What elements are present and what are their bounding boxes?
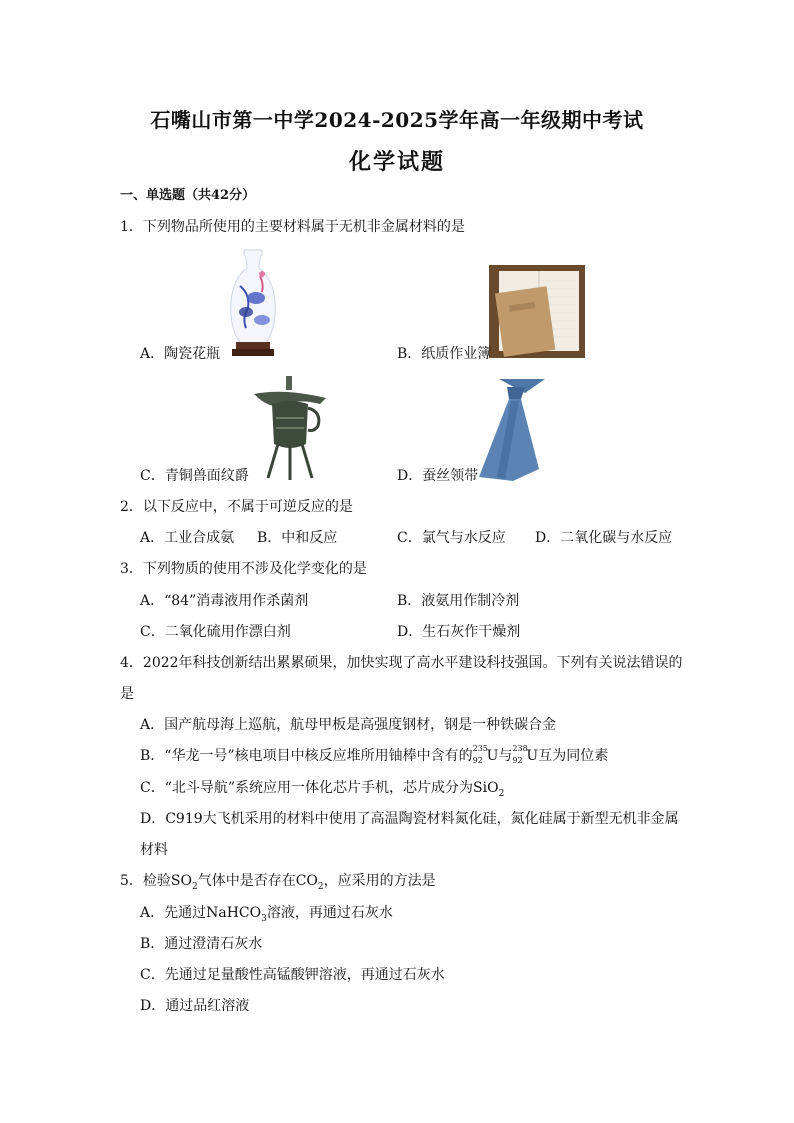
exam-subtitle: 化学试题 — [348, 149, 445, 175]
q4-option-b: B．“华龙一号”核电项目中核反应堆所用铀棒中含有的 235 92 U与 238 92 U互为同位素 — [140, 744, 609, 765]
q2-option-a: A．工业合成氨 — [140, 530, 235, 546]
q2-option-d: D．二氧化碳与水反应 — [535, 530, 673, 546]
isotope-u238: 238 92 — [512, 744, 528, 765]
paper-notebook-image — [489, 265, 585, 358]
q4-option-d-line2: 材料 — [140, 842, 168, 858]
q4-option-d-line1: D．C919大飞机采用的材料中使用了高温陶瓷材料氮化硅，氮化硅属于新型无机非金属 — [140, 811, 679, 827]
section-heading: 一、单选题（共42分） — [120, 188, 256, 203]
q4-option-a: A．国产航母海上巡航，航母甲板是高强度钢材，钢是一种铁碳合金 — [140, 717, 557, 733]
silk-tie-image — [477, 379, 545, 482]
q4-option-c: C．“北斗导航”系统应用一体化芯片手机，芯片成分为SiO$_2$ — [140, 780, 505, 799]
q5-option-c: C．先通过足量酸性高锰酸钾溶液，再通过石灰水 — [140, 967, 445, 983]
q1-option-d: D．蚕丝领带 — [397, 468, 479, 484]
q5-option-d: D．通过品红溶液 — [140, 998, 250, 1014]
q3-option-d: D．生石灰作干燥剂 — [397, 624, 521, 640]
q3-option-c: C．二氧化硫用作漂白剂 — [140, 624, 291, 640]
q3-option-b: B．液氨用作制冷剂 — [397, 593, 520, 609]
q4-option-b-text: B．“华龙一号”核电项目中核反应堆所用铀棒中含有的 — [140, 748, 473, 764]
q1-stem: 1．下列物品所使用的主要材料属于无机非金属材料的是 — [120, 219, 465, 235]
exam-title: 石嘴山市第一中学2024-2025学年高一年级期中考试 — [150, 108, 644, 132]
q1-option-b: B．纸质作业簿 — [397, 346, 492, 362]
q3-option-a: A．“84”消毒液用作杀菌剂 — [140, 593, 309, 609]
q5-option-a: A．先通过NaHCO$_3$溶液，再通过石灰水 — [140, 905, 393, 924]
q4-stem-line1: 4．2022年科技创新结出累累硕果，加快实现了高水平建设科技强国。下列有关说法错误的 — [120, 655, 683, 671]
q2-option-b: B．中和反应 — [257, 530, 338, 546]
q2-option-c: C．氯气与水反应 — [397, 530, 506, 546]
q4-stem-line2: 是 — [120, 686, 134, 702]
isotope-u235: 235 92 — [472, 744, 488, 765]
q3-stem: 3．下列物质的使用不涉及化学变化的是 — [120, 561, 367, 577]
q2-stem: 2．以下反应中，不属于可逆反应的是 — [120, 499, 353, 515]
q5-stem: 5．检验$SO_2$气体中是否存在$CO_2$，应采用的方法是 — [120, 873, 436, 892]
q1-option-c: C．青铜兽面纹爵 — [140, 468, 249, 484]
bronze-jue-image — [250, 374, 330, 482]
q1-option-a: A．陶瓷花瓶 — [140, 346, 221, 362]
q5-option-b: B．通过澄清石灰水 — [140, 936, 263, 952]
porcelain-vase-image — [222, 246, 284, 358]
